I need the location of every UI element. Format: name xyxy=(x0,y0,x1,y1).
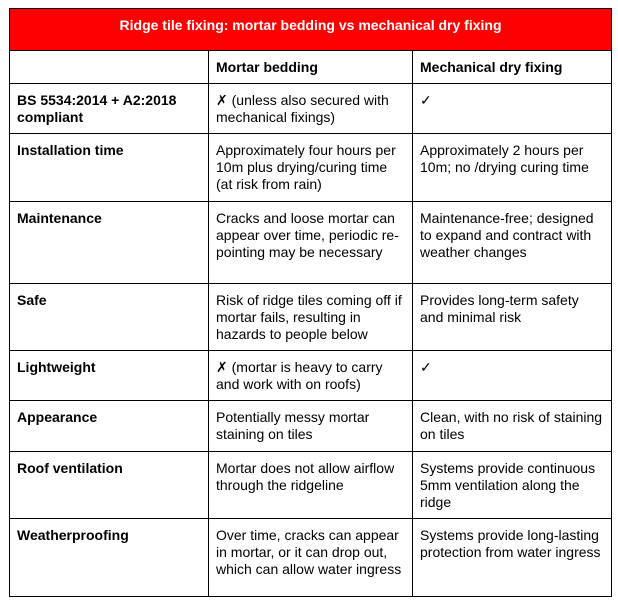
mechanical-cell: Approximately 2 hours per 10m; no /drying curing time xyxy=(413,134,612,202)
row-label: Installation time xyxy=(10,134,209,202)
mortar-cell: Mortar does not allow airflow through the ridgeline xyxy=(209,452,413,519)
mechanical-cell: ✓ xyxy=(413,351,612,401)
table-row xyxy=(10,134,612,202)
row-label: Maintenance xyxy=(10,202,209,284)
mortar-cell: Risk of ridge tiles coming off if mortar fails, resulting in hazards to people below xyxy=(209,284,413,351)
row-label: Safe xyxy=(10,284,209,351)
comparison-table xyxy=(9,8,612,597)
title-row xyxy=(10,9,612,51)
table-row xyxy=(10,401,612,452)
table-row xyxy=(10,84,612,134)
row-label: BS 5534:2014 + A2:2018 compliant xyxy=(10,84,209,134)
column-header-empty xyxy=(10,51,209,84)
table-row xyxy=(10,351,612,401)
table-row xyxy=(10,284,612,351)
row-label: Lightweight xyxy=(10,351,209,401)
table-row xyxy=(10,452,612,519)
mechanical-cell: Clean, with no risk of staining on tiles xyxy=(413,401,612,452)
row-label: Roof ventilation xyxy=(10,452,209,519)
mortar-cell: ✗ (mortar is heavy to carry and work with on roofs) xyxy=(209,351,413,401)
row-label: Appearance xyxy=(10,401,209,452)
table-title: Ridge tile fixing: mortar bedding vs mechanical dry fixing xyxy=(10,9,612,51)
column-header-mortar: Mortar bedding xyxy=(209,51,413,84)
mortar-cell: Approximately four hours per 10m plus drying/curing time (at risk from rain) xyxy=(209,134,413,202)
mortar-cell: Over time, cracks can appear in mortar, or it can drop out, which can allow water ingress xyxy=(209,519,413,597)
mechanical-cell: Systems provide long-lasting protection from water ingress xyxy=(413,519,612,597)
table-row xyxy=(10,202,612,284)
mechanical-cell: Provides long-term safety and minimal risk xyxy=(413,284,612,351)
mortar-cell: ✗ (unless also secured with mechanical fixings) xyxy=(209,84,413,134)
mechanical-cell: Maintenance-free; designed to expand and contract with weather changes xyxy=(413,202,612,284)
header-row xyxy=(10,51,612,84)
mortar-cell: Potentially messy mortar staining on tiles xyxy=(209,401,413,452)
column-header-mechanical: Mechanical dry fixing xyxy=(413,51,612,84)
mechanical-cell: ✓ xyxy=(413,84,612,134)
mechanical-cell: Systems provide continuous 5mm ventilation along the ridge xyxy=(413,452,612,519)
mortar-cell: Cracks and loose mortar can appear over time, periodic re-pointing may be necessary xyxy=(209,202,413,284)
row-label: Weatherproofing xyxy=(10,519,209,597)
table-row xyxy=(10,519,612,597)
